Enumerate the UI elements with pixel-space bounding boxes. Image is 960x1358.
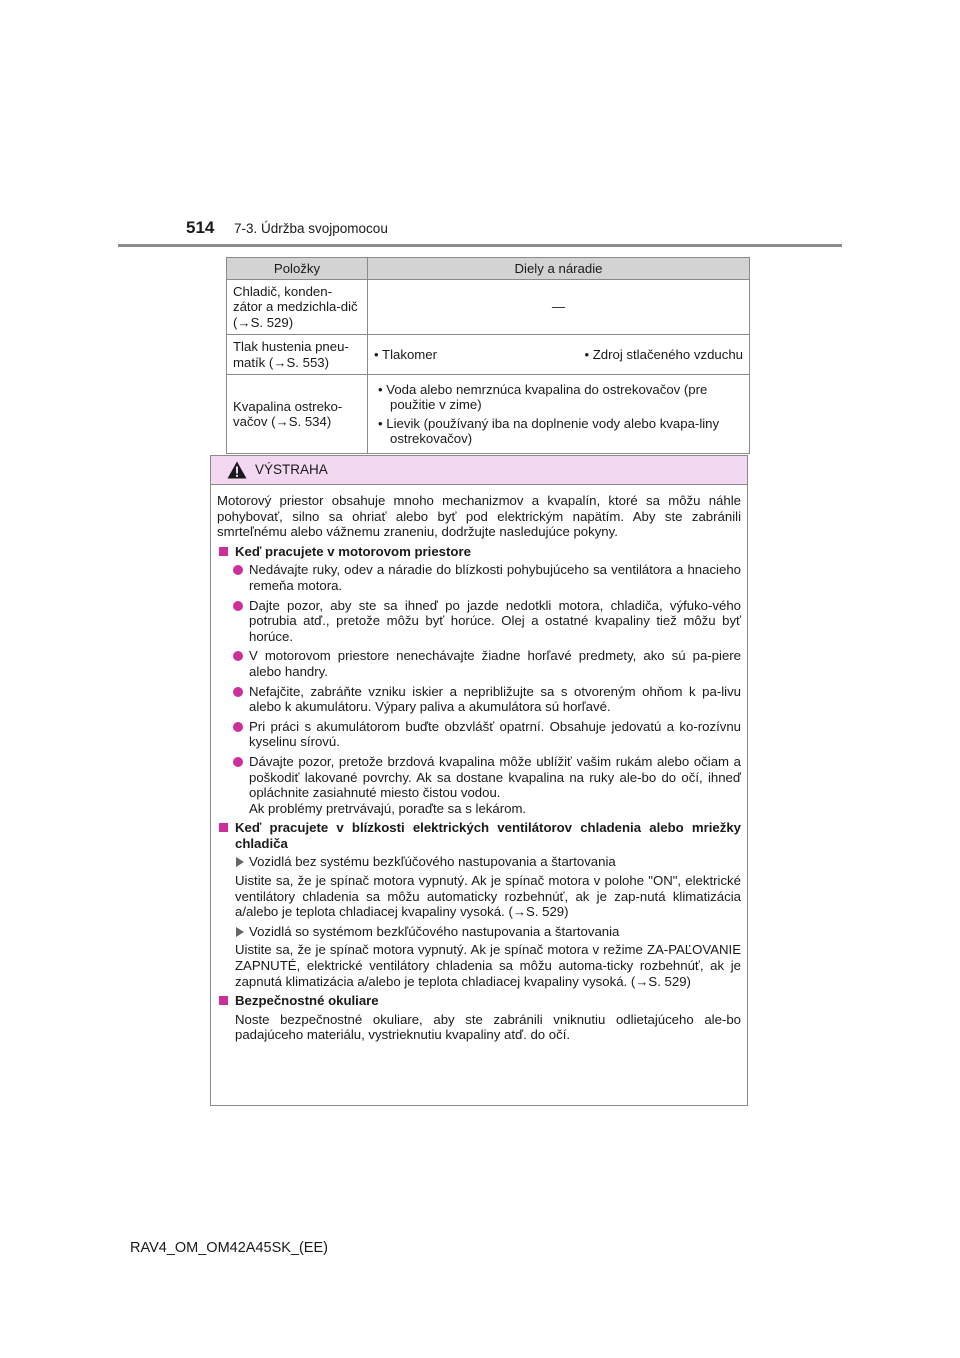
- header-rule: [118, 244, 842, 247]
- table-row: [227, 335, 750, 375]
- table-header-row: [227, 258, 750, 280]
- table-row: [227, 280, 750, 335]
- circle-bullet-icon: [233, 722, 243, 732]
- warning-body: [211, 485, 747, 1043]
- section-title: 7-3. Údržba svojpomocou: [234, 221, 388, 236]
- square-bullet-icon: [219, 996, 228, 1005]
- row-item-cell: Tlak hustenia pneu-matík (→S. 553): [227, 335, 368, 375]
- circle-bullet-icon: [233, 757, 243, 767]
- list-item-note: Ak problémy pretrvávajú, poraďte sa s lekárom.: [249, 800, 527, 816]
- paragraph: Uistite sa, že je spínač motora vypnutý. Ak je spínač motora v režime ZA-PAĽOVANIE ZAPNUTÉ, elektrické ventilátory chladenia sa môžu automa-ticky rozbehnúť, ak je zapnutá klimatizácia a/alebo je teplota chladiacej kvapaliny vysoká. (→S. 529): [235, 942, 741, 989]
- col-header-items: Položky: [227, 258, 368, 280]
- list-item-text: Pri práci s akumulátorom buďte obzvlášť opatrní. Obsahuje jedovatú a ko-rozívnu kyselinu sírovú.: [249, 718, 741, 750]
- table-row: [227, 375, 750, 454]
- document-code: RAV4_OM_OM42A45SK_(EE): [130, 1240, 328, 1256]
- list-item-text: Nedávajte ruky, odev a náradie do blízkosti pohybujúceho sa ventilátora a hnacieho remeňa motora.: [249, 562, 741, 593]
- warning-heading: [217, 820, 741, 851]
- circle-bullet-icon: [233, 601, 243, 611]
- list-item-text: Dajte pozor, aby ste sa ihneď po jazde nedotkli motora, chladiča, výfuko-vého potrubia atď., pretože môžu byť horúce. Olej a ostatné kvapaliny tiež môžu byť horúce.: [249, 597, 741, 644]
- part-bullet: • Lievik (používaný iba na doplnenie vody alebo kvapa-liny ostrekovačov): [378, 415, 720, 446]
- square-bullet-icon: [219, 547, 228, 556]
- row-parts-cell: —: [368, 280, 750, 335]
- square-bullet-icon: [219, 823, 228, 832]
- heading-text: Keď pracujete v blízkosti elektrických ventilátorov chladenia alebo mriežky chladiča: [235, 820, 741, 851]
- part-bullet: • Zdroj stlačeného vzduchu: [584, 346, 743, 362]
- list-item: [217, 719, 741, 750]
- list-item: [217, 562, 741, 593]
- list-item: [217, 648, 741, 679]
- paragraph: Noste bezpečnostné okuliare, aby ste zabránili vniknutiu odlietajúceho ale-bo padajúceho materiálu, vystrieknutiu kvapaliny atď. do očí.: [235, 1011, 741, 1043]
- part-bullet: • Tlakomer: [374, 346, 438, 362]
- warning-box: [210, 455, 748, 1106]
- circle-bullet-icon: [233, 565, 243, 575]
- list-item-text: V motorovom priestore nenechávajte žiadne horľavé predmety, ako sú pa-piere alebo handry.: [249, 648, 741, 679]
- page-number: 514: [186, 218, 215, 237]
- warning-heading: [217, 544, 741, 560]
- circle-bullet-icon: [233, 651, 243, 661]
- list-item: [217, 754, 741, 816]
- sub-heading: [217, 924, 741, 940]
- paragraph: Uistite sa, že je spínač motora vypnutý. Ak je spínač motora v polohe "ON", elektrické ventilátory chladenia sa môžu automaticky rozbehnúť, ak je zap-nutá klimatizácia a/alebo je teplota chladiacej kvapaliny vysoká. (→S. 529): [235, 873, 741, 920]
- list-item-text: Nefajčite, zabráňte vzniku iskier a nepribližujte sa s otvoreným ohňom k pa-livu alebo k akumulátoru. Výpary paliva a akumulátora sú horľavé.: [249, 683, 741, 715]
- sub-heading-text: Vozidlá so systémom bezkľúčového nastupovania a štartovania: [249, 923, 620, 939]
- row-parts-cell: [368, 375, 750, 454]
- sub-heading-text: Vozidlá bez systému bezkľúčového nastupovania a štartovania: [249, 854, 616, 870]
- row-parts-cell: [368, 335, 750, 375]
- warning-header: [211, 456, 747, 485]
- triangle-right-icon: [236, 927, 244, 937]
- triangle-right-icon: [236, 857, 244, 867]
- row-item-cell: Chladič, konden-zátor a medzichla-dič (→S. 529): [227, 280, 368, 335]
- warning-triangle-icon: [227, 461, 247, 479]
- heading-text: Bezpečnostné okuliare: [235, 993, 379, 1009]
- sub-heading: [217, 854, 741, 870]
- list-item: [217, 598, 741, 645]
- warning-intro: Motorový priestor obsahuje mnoho mechanizmov a kvapalín, ktoré sa môžu náhle pohybovať, silno sa ohriať alebo byť pod elektrickým napätím. Aby ste zabránili smrteľnému alebo vážnemu zraneniu, dodržujte nasledujúce pokyny.: [217, 493, 741, 540]
- list-item-text: Dávajte pozor, pretože brzdová kvapalina môže ublížiť vašim rukám alebo očiam a poškodiť lakované povrchy. Ak sa dostane kvapalina na ruky ale-bo do očí, ihneď opláchnite zasiahnuté miesto čistou vodou.: [249, 753, 741, 801]
- list-item: [217, 684, 741, 715]
- warning-heading: [217, 993, 741, 1009]
- part-bullet: • Voda alebo nemrznúca kvapalina do ostrekovačov (pre použitie v zime): [378, 381, 708, 412]
- warning-title: VÝSTRAHA: [255, 462, 328, 478]
- col-header-parts: Diely a náradie: [368, 258, 750, 280]
- heading-text: Keď pracujete v motorovom priestore: [235, 543, 471, 559]
- circle-bullet-icon: [233, 687, 243, 697]
- parts-table: [226, 257, 750, 454]
- row-item-cell: Kvapalina ostreko-vačov (→S. 534): [227, 375, 368, 454]
